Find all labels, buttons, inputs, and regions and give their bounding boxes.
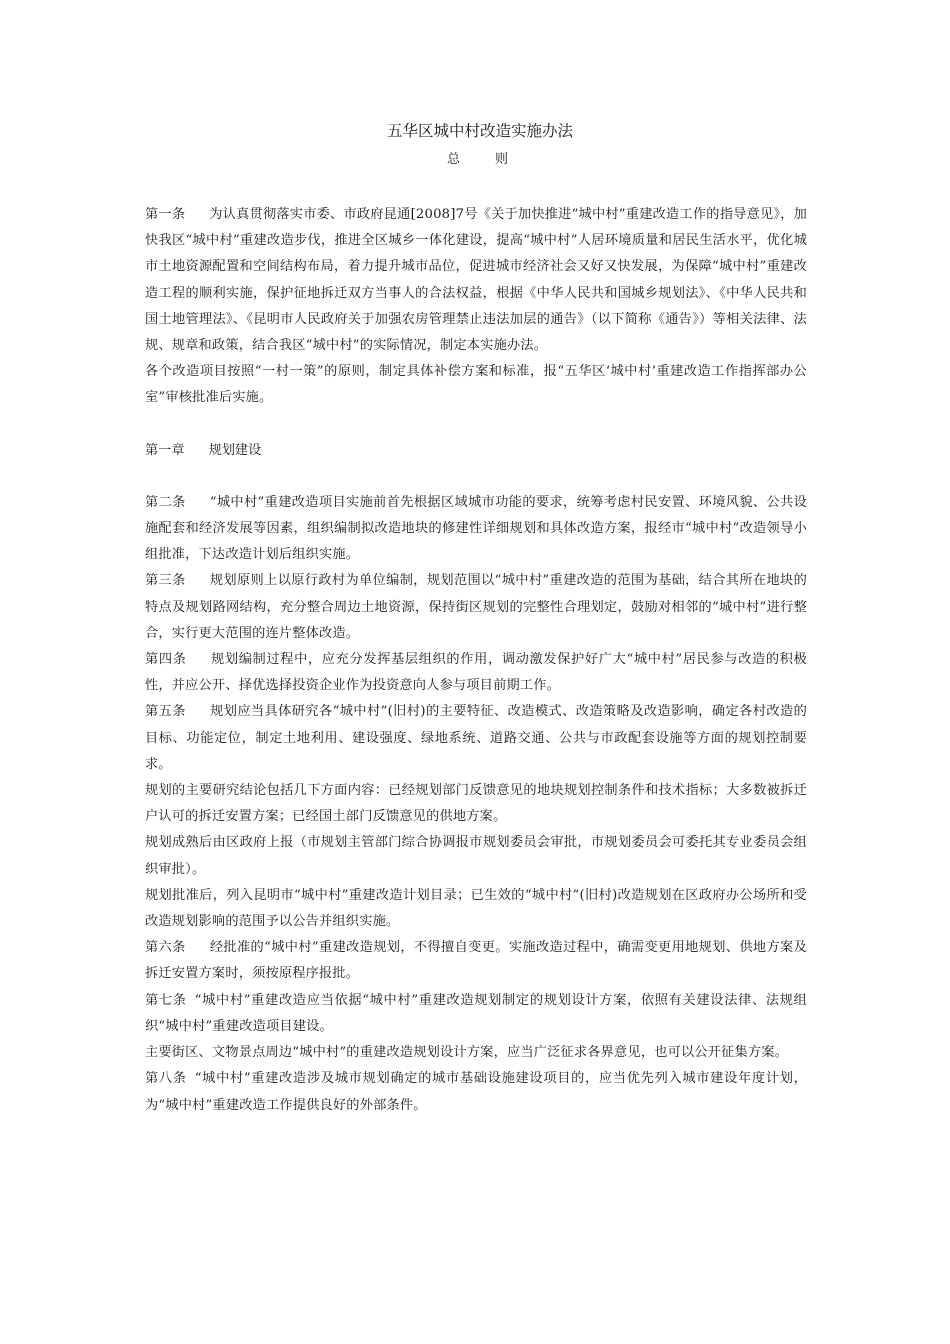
article-4 [145, 647, 807, 699]
article-5 [145, 699, 807, 778]
article-7 [145, 988, 807, 1040]
article-text: 规划应当具体研究各“城中村”(旧村)的主要特征、改造模式、改造策略及改造影响，确定各村改造的目标、功能定位，制定土地利用、建设强度、绿地系统、道路交通、公共与市政配套设施等方面的规划控制要求。 [145, 704, 807, 772]
article-number: 第四条 [145, 652, 187, 668]
article-1-paragraph-2: 各个改造项目按照“一村一策”的原则，制定具体补偿方案和标准，报“五华区‘城中村’重建改造工作指挥部办公室”审核批准后实施。 [145, 364, 807, 406]
article-text: “城中村”重建改造应当依据“城中村”重建改造规划制定的规划设计方案，依照有关建设法律、法规组织“城中村”重建改造项目建设。 [145, 992, 807, 1034]
article-5-paragraph-4: 规划批准后，列入昆明市“城中村”重建改造计划目录；已生效的“城中村”(旧村)改造规划在区政府办公场所和受改造规划影响的范围予以公告并组织实施。 [145, 887, 807, 930]
article-text: 规划原则上以原行政村为单位编制，规划范围以“城中村”重建改造的范围为基础，结合其所在地块的特点及规划路网结构，充分整合周边土地资源，保持街区规划的完整性合理划定，鼓励对相邻的“城中村”进行整合，实行更大范围的连片整体改造。 [145, 573, 807, 641]
chapter-number: 第一章 [145, 442, 185, 458]
section-heading-general [145, 150, 807, 170]
chapter-heading [145, 438, 807, 464]
article-number: 第八条 [145, 1071, 187, 1087]
article-number: 第七条 [145, 992, 187, 1008]
article-2 [145, 490, 807, 569]
article-text: 规划编制过程中，应充分发挥基层组织的作用，调动激发保护好广大“城中村”居民参与改造的积极性，并应公开、择优选择投资企业作为投资意向人参与项目前期工作。 [145, 652, 807, 694]
article-6 [145, 935, 807, 987]
article-1 [145, 202, 807, 359]
article-number: 第二条 [145, 494, 186, 510]
article-number: 第三条 [145, 573, 186, 589]
article-8 [145, 1066, 807, 1118]
article-5-paragraph-3: 规划成熟后由区政府上报（市规划主管部门综合协调报市规划委员会审批，市规划委员会可委托其专业委员会组织审批）。 [145, 835, 807, 877]
article-7-paragraph-2: 主要街区、文物景点周边“城中村”的重建改造规划设计方案，应当广泛征求各界意见，也可以公开征集方案。 [145, 1045, 789, 1061]
article-text: 经批准的“城中村”重建改造规划，不得擅自变更。实施改造过程中，确需变更用地规划、供地方案及拆迁安置方案时，须按原程序报批。 [145, 940, 807, 982]
article-number: 第五条 [145, 704, 186, 720]
document-title: 五华区城中村改造实施办法 [386, 122, 573, 140]
document-page [145, 120, 807, 1119]
article-number: 第一条 [145, 207, 186, 222]
article-text: “城中村”重建改造项目实施前首先根据区域城市功能的要求，统筹考虑村民安置、环境风貌、公共设施配套和经济发展等因素，组织编制拟改造地块的修建性详细规划和具体改造方案，报经市“城中村”改造领导小组批准，下达改造计划后组织实施。 [145, 494, 807, 563]
article-text: “城中村”重建改造涉及城市规划确定的城市基础设施建设项目的，应当优先列入城市建设年度计划，为“城中村”重建改造工作提供良好的外部条件。 [145, 1071, 807, 1113]
chapter-name: 规划建设 [208, 442, 262, 458]
article-3 [145, 568, 807, 647]
section-heading-char-2: 则 [495, 152, 510, 167]
section-heading-char-1: 总 [446, 152, 461, 167]
article-number: 第六条 [145, 940, 186, 956]
article-5-paragraph-2: 规划的主要研究结论包括几下方面内容：已经规划部门反馈意见的地块规划控制条件和技术指标；大多数被拆迁户认可的拆迁安置方案；已经国土部门反馈意见的供地方案。 [145, 783, 807, 825]
article-text: 为认真贯彻落实市委、市政府昆通[2008]7号《关于加快推进“城中村”重建改造工作的指导意见》，加快我区“城中村”重建改造步伐，推进全区城乡一体化建设，提高“城中村”人居环境质量和居民生活水平，优化城市土地资源配置和空间结构布局，着力提升城市品位，促进城市经济社会又好又快发展，为保障“城中村”重建改造工程的顺利实施，保护征地拆迁双方当事人的合法权益，根据《中华人民共和国城乡规划法》、《中华人民共和国土地管理法》、《昆明市人民政府关于加强农房管理禁止违法加层的通告》（以下简称《通告》）等相关法律、法规、规章和政策，结合我区“城中村”的实际情况，制定本实施办法。 [145, 207, 808, 354]
